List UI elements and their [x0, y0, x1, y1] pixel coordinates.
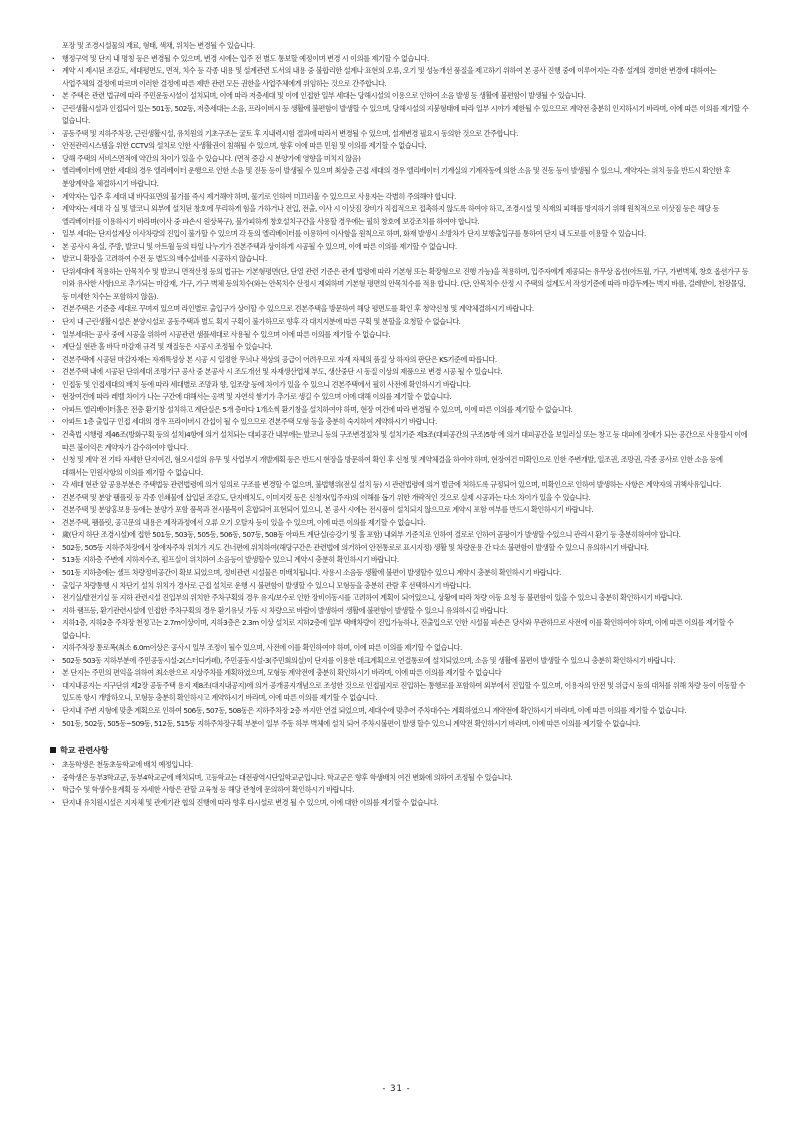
- notice-item: · 502동, 505동 지하주차장에서 장애자주차 위치가 지도 건너편에 위치하여(해당구간은 관련법에 의거하여 안전통로로 표시지정) 생활 및 차량운용 간 다소 불편함이 발생할 수 있으니 유의하시기 바랍니다.: [50, 542, 750, 555]
- notice-item: · 일부 세대는 단지설계상 이사차량의 진입이 불가할 수 있으며 각 동의 엘리베이터를 이용하여 이사함을 원칙으로 하며, 화재 발생시 소방차가 단지 보행출입구를 통하여 단지 내 도로를 이용할 수 있습니다.: [50, 228, 750, 241]
- notice-item: · 출입구 차량통행 시 차단기 설치 위치가 경사로 근접 설치로 운행 시 불편함이 발생할 수 있으니 모형등을 충분히 관람 후 선택하시기 바랍니다.: [50, 580, 750, 593]
- notice-item: · 대지내공지는 지구단위 제2장 공동주택 용지 제8조(대지내공지)에 의거 공개공지개념으로 조성한 것으로 인접필지로 진입하는 통행로를 포함하여 외부에서 진입할 수 있으며, 이용자의 안전 및 위급시 등의 대처를 위해 차량 등이 이동할 수 있도록 항시 개방하오니, 모형등 충분히 확인하시고 계약하시기 바라며, 이에 따른 이의를 제기할 수 없습니다.: [50, 680, 750, 705]
- page-number: - 31 -: [382, 1084, 411, 1094]
- notice-item: · 견본주택 및 분양 팸플릿 등 각종 인쇄물에 삽입된 조감도, 단지배치도, 이미지컷 등은 신청자(입주자)의 이해를 돕기 위한 개략적인 것으로 실제 시공과는 다소 차이가 있을 수 있습니다.: [50, 492, 750, 505]
- notice-item: · 안전관리시스템을 위한 CCTV의 설치로 인한 사생활권이 침해될 수 있으며, 향후 이에 따른 민원 및 이의를 제기할 수 없습니다.: [50, 140, 750, 153]
- notice-item: · 견본주택 내에 시공된 단위세대 조명기구 공사 중 본공사 시 조도개선 및 자재생산업체 부도, 생산중단 시 동질 이상의 제품으로 변경 시공 될 수 있습니다.: [50, 366, 750, 379]
- notice-item: · 단지내 주변 지형에 맞춘 계획으로 인하여 506동, 507동, 508동은 지하주차장 2층 까지만 연결 되었으며, 세대수에 맞추어 주차대수는 계획하였으니 계약전에 확인하시기 바라며, 이에 따른 이의를 제기할 수 없습니다.: [50, 705, 750, 718]
- notice-item: · 행정구역 및 단지 내 명칭 등은 변경될 수 있으며, 변경 시에는 입주 전 별도 통보할 예정이며 변경 시 이의를 제기할 수 없습니다.: [50, 53, 750, 66]
- notice-item: · 견본주택 및 분양홍보용 등에는 분양가 포함 품목과 전시품목이 혼합되어 표현되어 있으니, 본 공사 시에는 전시품이 설치되지 않으므로 계약시 포함 여부를 반드시 확인하시기 바랍니다.: [50, 504, 750, 517]
- notice-item: 포장 및 조경시설물의 재료, 형태, 색채, 위치는 변경될 수 있습니다.: [62, 41, 255, 50]
- notice-item: · 전기실/발전기실 등 지하 관련시설 진입부의 위치한 주차구획의 경우 유지/보수로 인한 장비이동시를 고려하여 계획이 되어있으니, 상황에 따라 차량 이동 요청 등 불편함이 있을 수 있으니 충분히 확인하시기 바랍니다.: [50, 592, 750, 605]
- document-body: [50, 40, 750, 809]
- notice-item: · 근린생활시설과 인접되어 있는 501동, 502동, 저층세대는 소음, 프라이버시 등 생활에 불편함이 발생할 수 있으며, 당해시설의 지붕형태에 따라 일부 시야가 제한될 수 있으므로 계약전 충분히 인지하시기 바라며, 이에 따른 이의를 제기할 수 없습니다.: [50, 103, 750, 128]
- notice-item: · 지하 램프등, 환기관련시설에 인접한 주차구획의 경우 환기유닛 가동 시 차량으로 바람이 발생하여 생활에 불편함이 발생할 수 있으니 유의하시길 바랍니다.: [50, 605, 750, 618]
- notice-item: · 단지 내 근린생활시설은 분양시설로 공동주택과 별도 획지 구획이 불가하므로 향후 각 대지지분에 따른 구획 및 분할을 요청할 수 없습니다.: [50, 316, 750, 329]
- notice-item: · 계약자는 입주 후 세대 내 바닥표면의 물기를 즉시 제거해야 하며, 물기로 인하여 미끄러울 수 있으므로 사용자는 각별히 주의해야 합니다.: [50, 191, 750, 204]
- section-title-text: 학교 관련사항: [60, 745, 109, 756]
- notice-item: · 견본주택은 기준층 세대로 꾸며져 있으며 라인별로 출입구가 상이할 수 있으므로 견본주택을 방문하여 해당 평면도를 확인 후 청약신청 및 계약체결하시기 바랍니다.: [50, 303, 750, 316]
- square-bullet-icon: [50, 747, 56, 753]
- notice-item: · 본 주택은 관련 법규에 따라 주민운동시설이 설치되며, 이에 따라 저층세대 및 이에 인접한 일부 세대는 당해시설의 이용으로 인하여 소음 발생 등 생활에 불편함이 발생될 수 있습니다.: [50, 90, 750, 103]
- notice-item: · 인접동 및 인접세대의 배치 등에 따라 세대별로 조망과 향, 일조량 등에 차이가 있을 수 있으니 견본주택에서 필히 사전에 확인하시기 바랍니다.: [50, 379, 750, 392]
- notice-item: · 501동, 502동, 505동~509동, 512동, 515동 지하주차장구획 부분이 일부 주동 하부 벽체에 설치 되어 주차시불편이 발생 할수 있으니 계약전 확인하시기 바라며, 이에 따른 이의를 제기할 수 없습니다.: [50, 718, 750, 731]
- school-item: · 학급수 및 학생수용계획 등 자세한 사항은 관할 교육청 등 해당 관청에 문의하여 확인하시기 바랍니다.: [50, 784, 750, 797]
- notice-item: · 당해 주택의 서비스면적에 약간의 차이가 있을 수 있습니다. (면적 증감 시 분양가에 영향을 미치지 않음): [50, 153, 750, 166]
- notice-item: · 계약 시 제시된 조감도, 세대평면도, 면적, 치수 등 각종 내용 및 설계관련 도서의 내용 중 불합리한 설계나 표현의 오류, 오기 및 성능개선 품질을 제고하기 위하여 본 공사 진행 중에 이루어지는 각종 설계의 경미한 변경에 대하여는 사업주체의 결정에 따르며 이러한 결정에 따른 제반 관련 모든 권한을 사업주체에게 위임하는 것으로 간주합니다.: [50, 65, 750, 90]
- notice-item: · 본 단지는 주민의 편익을 위하여 최소한으로 지상주차를 계획하였으며, 모형등 계약전에 충분히 확인하시기 바라며, 이에 따른 이의를 제기할 수 없습니다: [50, 667, 750, 680]
- notice-item: · 신청 및 계약 전 기타 자세한 단지여건, 혐오시설의 유무 및 사업부지 개발계획 등은 반드시 현장을 방문하여 확인 후 신청 및 계약체결을 하여야 하며, 현장여건 미확인으로 인한 주변개발, 일조권, 조망권, 각종 공사로 인한 소음 등에 대해서는 민원사항의 이의를 제기할 수 없습니다.: [50, 454, 750, 479]
- notice-item: · 발코니 확장을 고려하여 수전 등 별도의 배수설비를 시공하지 않습니다.: [50, 253, 750, 266]
- notice-item: · 엘리베이터에 면한 세대의 경우 엘리베이터 운행으로 인한 소음 및 진동 등이 발생될 수 있으며 최상층 근접 세대의 경우 엘리베이터 기계실의 기계작동에 의한 소음 및 진동 등이 발생될 수 있으니, 계약자는 위치 등을 반드시 확인한 후 분양계약을 체결하시기 바랍니다.: [50, 165, 750, 190]
- notice-list: [50, 40, 750, 730]
- notice-item: · 계약자는 세대 각 실 및 발코니 외부에 설치된 창호에 무리하게 힘을 가하거나 전입, 전출, 이사 시 이삿짐 장비가 직접적으로 접촉하지 않도록 하여야 하고, 조경시설 및 식재의 피해를 방지하기 위해 원칙적으로 이삿짐 등은 해당 동 엘리베이터를 이용하시기 바라며(이사 중 파손시 원상복구), 불가피하게 창호설치구간을 사용할 경우에는 필히 창호에 보강조치를 하여야 합니다.: [50, 203, 750, 228]
- notice-item: · 아파트 1층 출입구 인접 세대의 경우 프라이버시 간섭이 될 수 있으므로 견본주택 모형 등을 충분히 숙지하여 계약하시기 바랍니다.: [50, 416, 750, 429]
- notice-item: · 견본주택, 팸플릿, 공고문의 내용은 제작과정에서 오류 오기 오탈자 등이 있을 수 있으며, 이에 따른 이의를 제기할 수 없습니다.: [50, 517, 750, 530]
- notice-item: · 501동 지하층에는 셸프 차량정비공간이 확보 되었으며, 정비관련 시설물은 미배치됩니다. 사용시 소음등 생활에 불편이 발생할수 있으니 계약시 충분히 확인하시기 바랍니다.: [50, 567, 750, 580]
- notice-item: · 본 공사시 욕실, 주방, 발코니 및 아트월 등의 타일 나누기가 견본주택과 상이하게 시공될 수 있으며, 이에 따른 이의를 제기할 수 없습니다.: [50, 241, 750, 254]
- notice-item: · 일부세대는 공사 중에 시공을 위하여 시공관련 샘플세대로 사용될 수 있으며 이에 따른 이의를 제기할 수 없습니다.: [50, 329, 750, 342]
- notice-item: · 건축법 시행령 제46조(방화구획 등의 설치)4항에 의거 설치되는 대피공간 내부에는 발코니 등의 구조변경절차 및 설치기준 제3조(대피공간의 구조)5항 에 의거 대피공간을 보일러실 또는 창고 등 대피에 장애가 되는 공간으로 사용할시 이에 따른 불이익은 계약자가 감수하여야 합니다.: [50, 429, 750, 454]
- notice-item: · 지하1층, 지하2층 주차장 천정고는 2.7m이상이며, 지하3층은 2.3m 이상 설치로 지하2층에 일부 택배차량이 진입가능하나, 진출입으로 인한 시설물 파손은 당사와 무관하므로 사전에 이를 확인하여야 하며, 이에 따른 이의를 제기할 수 없습니다.: [50, 617, 750, 642]
- school-list: [50, 759, 750, 809]
- school-item: · 초등학생은 천동초등학교에 배치 예정입니다.: [50, 759, 750, 772]
- school-item: · 단지내 유치원시설은 지자체 및 관계기관 협의 진행에 따라 향후 타시설로 변경 될 수 있으며, 이에 대한 이의를 제기할 수 없습니다.: [50, 797, 750, 810]
- school-section: [50, 744, 750, 809]
- notice-item: · 현장여건에 따라 레벨 차이가 나는 구간에 대해서는 옹벽 및 자연석 쌓기가 추가로 생길 수 있으며 이에 대해 이의를 제기할 수 없습니다.: [50, 391, 750, 404]
- notice-item: · 지하주차장 통로폭(최소 6.0m이상은 공사시 일부 조정이 될수 있으며, 사전에 이를 확인하여야 하며, 이에 따른 이의를 제기할 수 없습니다.: [50, 642, 750, 655]
- notice-item: · 513동 지하층 주변에 지하저수조, 펌프실이 위치하여 소음등이 발생할수 있으니 계약시 충분히 확인하시기 바랍니다.: [50, 554, 750, 567]
- school-item: · 중학생은 동부3학교군, 동부4학교군에 배치되며, 고등학교는 대전광역시단일학교군입니다. 학교군은 향후 학생배치 여건 변화에 의하여 조정될 수 있습니다.: [50, 772, 750, 785]
- notice-item: · 502동 503동 지하부분에 주민공동시설-2(스터디카페), 주민공동시설-3(주민회의실)이 단지를 이용한 데크계획으로 연결통로에 설치되었으며, 소음 및 생활에 불편이 발생할 수 있으니 충분히 확인하시기 바랍니다.: [50, 655, 750, 668]
- notice-item: · 계단실 현관 홀 바닥 마감재 규격 및 재질등은 시공시 조정될 수 있습니다.: [50, 341, 750, 354]
- notice-item: · 각 세대 현관 앞 공용부분은 주택법등 관련법령에 의거 임의로 구조를 변경할 수 없으며, 불법행위(전실 설치 등) 시 관련법령에 의거 벌금에 처하도록 규정되어 있으며, 미확인으로 인하여 발생하는 사항은 계약자의 귀책사유입니다.: [50, 479, 750, 492]
- section-title-school: [50, 744, 750, 757]
- notice-item: · 단위세대에 적용하는 안목치수 및 발코니 면적산정 등의 법규는 기본형평면(단, 단열 관련 기준은 관계 법령에 따라 기본형 또는 확장형으로 진행 가능)을 적용하며, 입주자에게 제공되는 유무상 옵션(아트월, 가구, 가변벽체, 창호 옵션가구 등 이와 유사한 사항)으로 추가되는 마감재, 가구, 가구 벽체 등의치수(와는 안목치수 산정시 제외하며 기본형 평면의 안목치수를 적용 합니다. (단, 안목치수 산정 시 주택의 설계도서 작성기준에 따라 마감두께는 벽지 바름, 걸레받이, 천장몰딩, 등 미세한 치수는 포함하지 않음).: [50, 266, 750, 304]
- notice-item: · 아파트 엘리베이터홀은 전층 환기창 설치하고 계단실은 5개 층마다 1개소씩 환기창을 설치하여야 하며, 현장 여건에 따라 변경될 수 있으며, 이에 따른 이의를 제기할 수 없습니다.: [50, 404, 750, 417]
- notice-item: · 견본주택에 시공된 마감자재는 자재특성상 본 시공 시 일정한 무늬나 색상의 공급이 어려우므로 자재 자체의 품질 상 하자의 판단은 KS기준에 따릅니다.: [50, 354, 750, 367]
- notice-item: · 공동주택 및 지하주차장, 근린생활시설, 유치원의 기초구조는 굴토 후 지내력시험 결과에 따라서 변경될 수 있으며, 설계변경 필요시 동의한 것으로 간주합니다.: [50, 128, 750, 141]
- notice-item: · 歲(단지 하단 조경시설)에 접한 501동, 503동, 505동, 506동, 507동, 508동 아파트 계단실(승강기 및 홀 포함) 내외부 기준치로 인하여 결로로 인하여 곰팡이가 발생할 수있으니 관리시 환기 등 충분히하여야 합니다.: [50, 529, 750, 542]
